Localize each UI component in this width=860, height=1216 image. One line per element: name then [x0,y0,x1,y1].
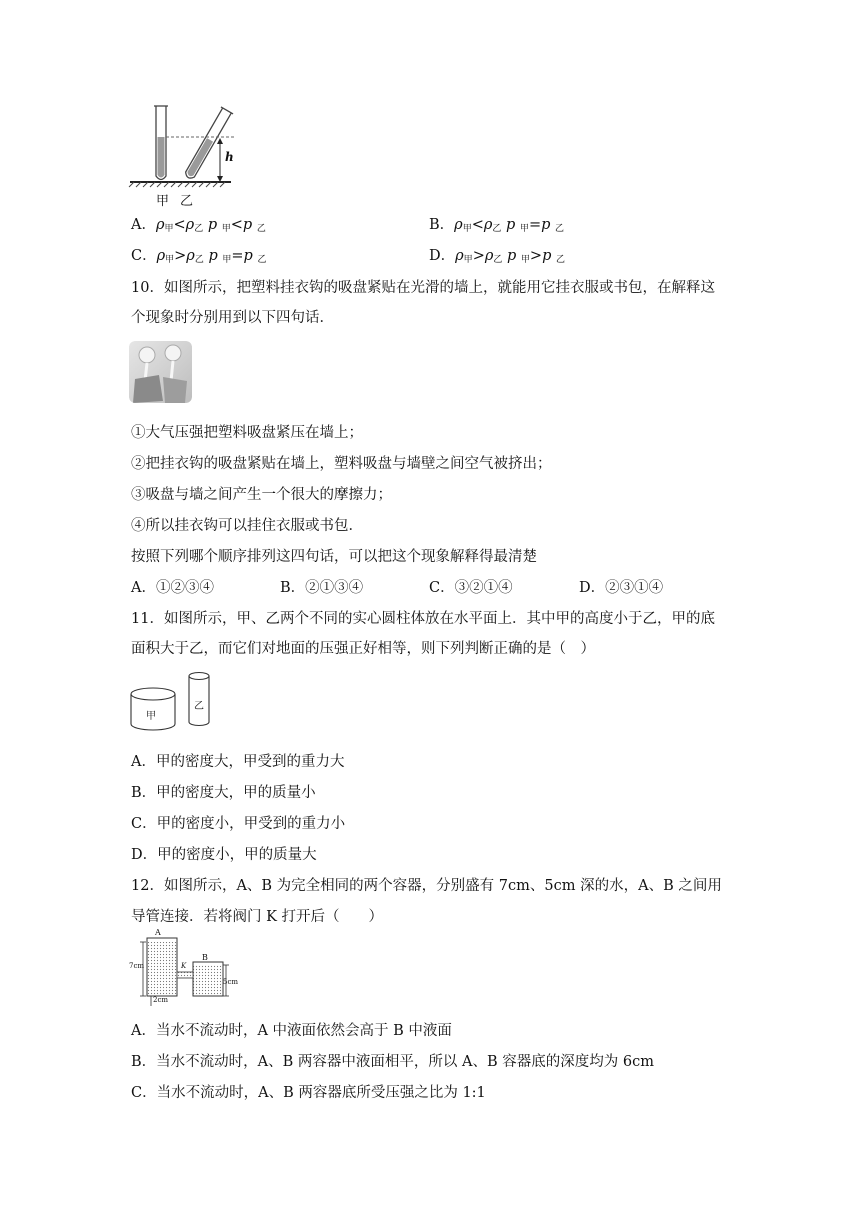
q10-option-b: B．②①③④ [280,580,364,596]
q11-option-b: B．甲的密度大，甲的质量小 [131,785,316,801]
container-label-b: B [202,953,208,962]
cylinders-figure [129,670,219,732]
q12-stem-line2: 导管连接．若将阀门 K 打开后（ ） [131,909,384,925]
q10-statement-3: ③吸盘与墙之间产生一个很大的摩擦力； [131,487,392,503]
q9-option-c: C．$\rho_甲>\rho_乙$ p $_甲$=p $_乙$ [131,248,267,265]
dim-label-2cm: 2cm [153,996,169,1004]
q11-stem-line2: 面积大于乙，而它们对地面的压强正好相等，则下列判断正确的是（ ） [131,641,595,657]
q10-option-c: C．③②①④ [429,580,513,596]
q10-stem-line2: 个现象时分别用到以下四句话． [131,310,334,326]
valve-label-k: K [181,962,187,970]
figure-label-jia: 甲 [156,194,170,209]
q11-option-c: C．甲的密度小，甲受到的重力小 [131,816,346,832]
dim-label-7cm: 7cm [129,962,145,970]
cylinder-label-jia: 甲 [146,711,156,722]
q10-statement-1: ①大气压强把塑料吸盘紧压在墙上； [131,425,363,441]
q9-option-d: D．$\rho_甲>\rho_乙$ p $_甲$>p $_乙$ [429,248,565,265]
q10-option-d: D．②③①④ [579,580,664,596]
q12-option-c: C．当水不流动时，A、B 两容器底所受压强之比为 1:1 [131,1085,486,1101]
q10-option-a: A．①②③④ [131,580,214,596]
q11-option-a: A．甲的密度大，甲受到的重力大 [131,754,345,770]
q12-option-b: B．当水不流动时，A、B 两容器中液面相平，所以 A、B 容器底的深度均为 6cm [131,1054,654,1070]
q10-stem-line1: 10．如图所示，把塑料挂衣钩的吸盘紧贴在光滑的墙上，就能用它挂衣服或书包，在解释这 [131,280,715,296]
container-label-a: A [155,928,161,937]
q9-option-a: A．$\rho_甲<\rho_乙$ p $_甲$<p $_乙$ [131,217,266,234]
q10-question: 按照下列哪个顺序排列这四句话，可以把这个现象解释得最清楚 [131,549,537,565]
q11-stem-line1: 11．如图所示，甲、乙两个不同的实心圆柱体放在水平面上．其中甲的高度小于乙，甲的底 [131,611,715,627]
q10-statement-2: ②把挂衣钩的吸盘紧贴在墙上，塑料吸盘与墙壁之间空气被挤出； [131,456,552,472]
figure-label-h: h [225,150,234,164]
suction-hook-photo [129,341,192,403]
figure-label-yi: 乙 [180,194,194,209]
q12-stem-line1: 12．如图所示，A、B 为完全相同的两个容器，分别盛有 7cm、5cm 深的水，A、B 之间用 [131,878,722,894]
q11-option-d: D．甲的密度小，甲的质量大 [131,847,317,863]
q10-statement-4: ④所以挂衣钩可以挂住衣服或书包． [131,518,363,534]
q12-option-a: A．当水不流动时，A 中液面依然会高于 B 中液面 [131,1023,452,1039]
dim-label-5cm: 5cm [223,978,239,986]
connected-containers-figure [129,932,239,1008]
q9-option-b: B．$\rho_甲<\rho_乙$ p $_甲$=p $_乙$ [429,217,564,234]
cylinder-label-yi: 乙 [194,701,204,712]
